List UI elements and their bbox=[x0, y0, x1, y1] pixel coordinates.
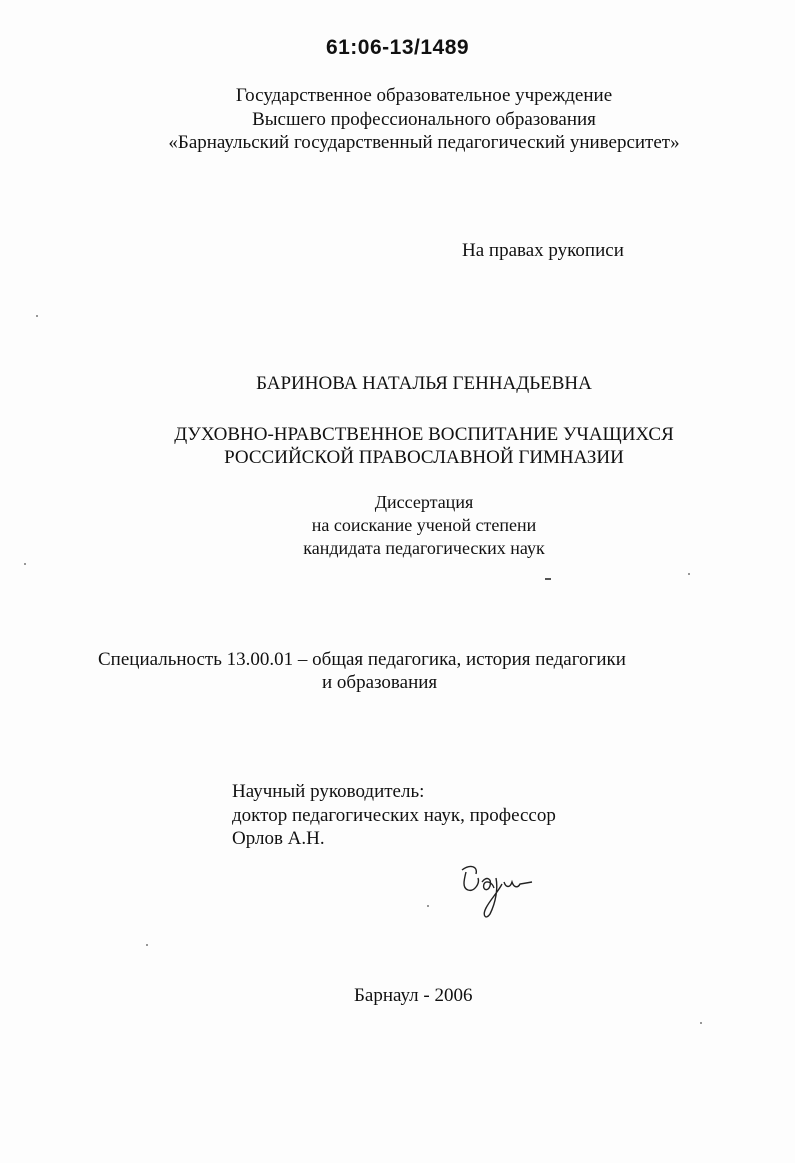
advisor-name: Орлов А.Н. bbox=[232, 828, 325, 849]
dissertation-line-2: на соискание ученой степени bbox=[311, 515, 537, 535]
handwritten-signature bbox=[452, 858, 542, 928]
title-line-1: ДУХОВНО-НРАВСТВЕННОЕ ВОСПИТАНИЕ УЧАЩИХСЯ bbox=[174, 424, 674, 445]
scan-speck bbox=[700, 1022, 702, 1024]
institution-line-1: Государственное образовательное учреждение bbox=[235, 85, 613, 106]
advisor-label: Научный руководитель: bbox=[232, 781, 425, 802]
specialty-line-1: Специальность 13.00.01 – общая педагогика, история педагогики bbox=[98, 649, 626, 670]
scan-speck bbox=[146, 944, 148, 946]
city-year: Барнаул - 2006 bbox=[354, 985, 473, 1006]
dissertation-line-3: кандидата педагогических наук bbox=[303, 538, 545, 558]
author-name: БАРИНОВА НАТАЛЬЯ ГЕННАДЬЕВНА bbox=[256, 373, 592, 394]
specialty-line-2: и образования bbox=[322, 672, 438, 693]
catalog-code: 61:06-13/1489 bbox=[325, 36, 470, 59]
dissertation-line-1: Диссертация bbox=[374, 492, 474, 512]
scan-mark bbox=[545, 578, 551, 580]
scan-speck bbox=[427, 905, 429, 907]
advisor-block bbox=[232, 780, 556, 851]
specialty-block bbox=[98, 648, 658, 694]
scan-speck bbox=[36, 315, 38, 317]
title-line-2: РОССИЙСКОЙ ПРАВОСЛАВНОЙ ГИМНАЗИИ bbox=[224, 447, 624, 468]
dissertation-title bbox=[0, 423, 795, 469]
dissertation-type-block bbox=[0, 491, 795, 560]
advisor-degree: доктор педагогических наук, профессор bbox=[232, 804, 556, 826]
institution-line-3: «Барнаульский государственный педагогический университет» bbox=[168, 132, 680, 153]
institution-block bbox=[0, 84, 795, 155]
scan-speck bbox=[24, 563, 26, 565]
scan-speck bbox=[688, 573, 690, 575]
institution-line-2: Высшего профессионального образования bbox=[252, 108, 596, 130]
manuscript-note: На правах рукописи bbox=[462, 240, 624, 261]
